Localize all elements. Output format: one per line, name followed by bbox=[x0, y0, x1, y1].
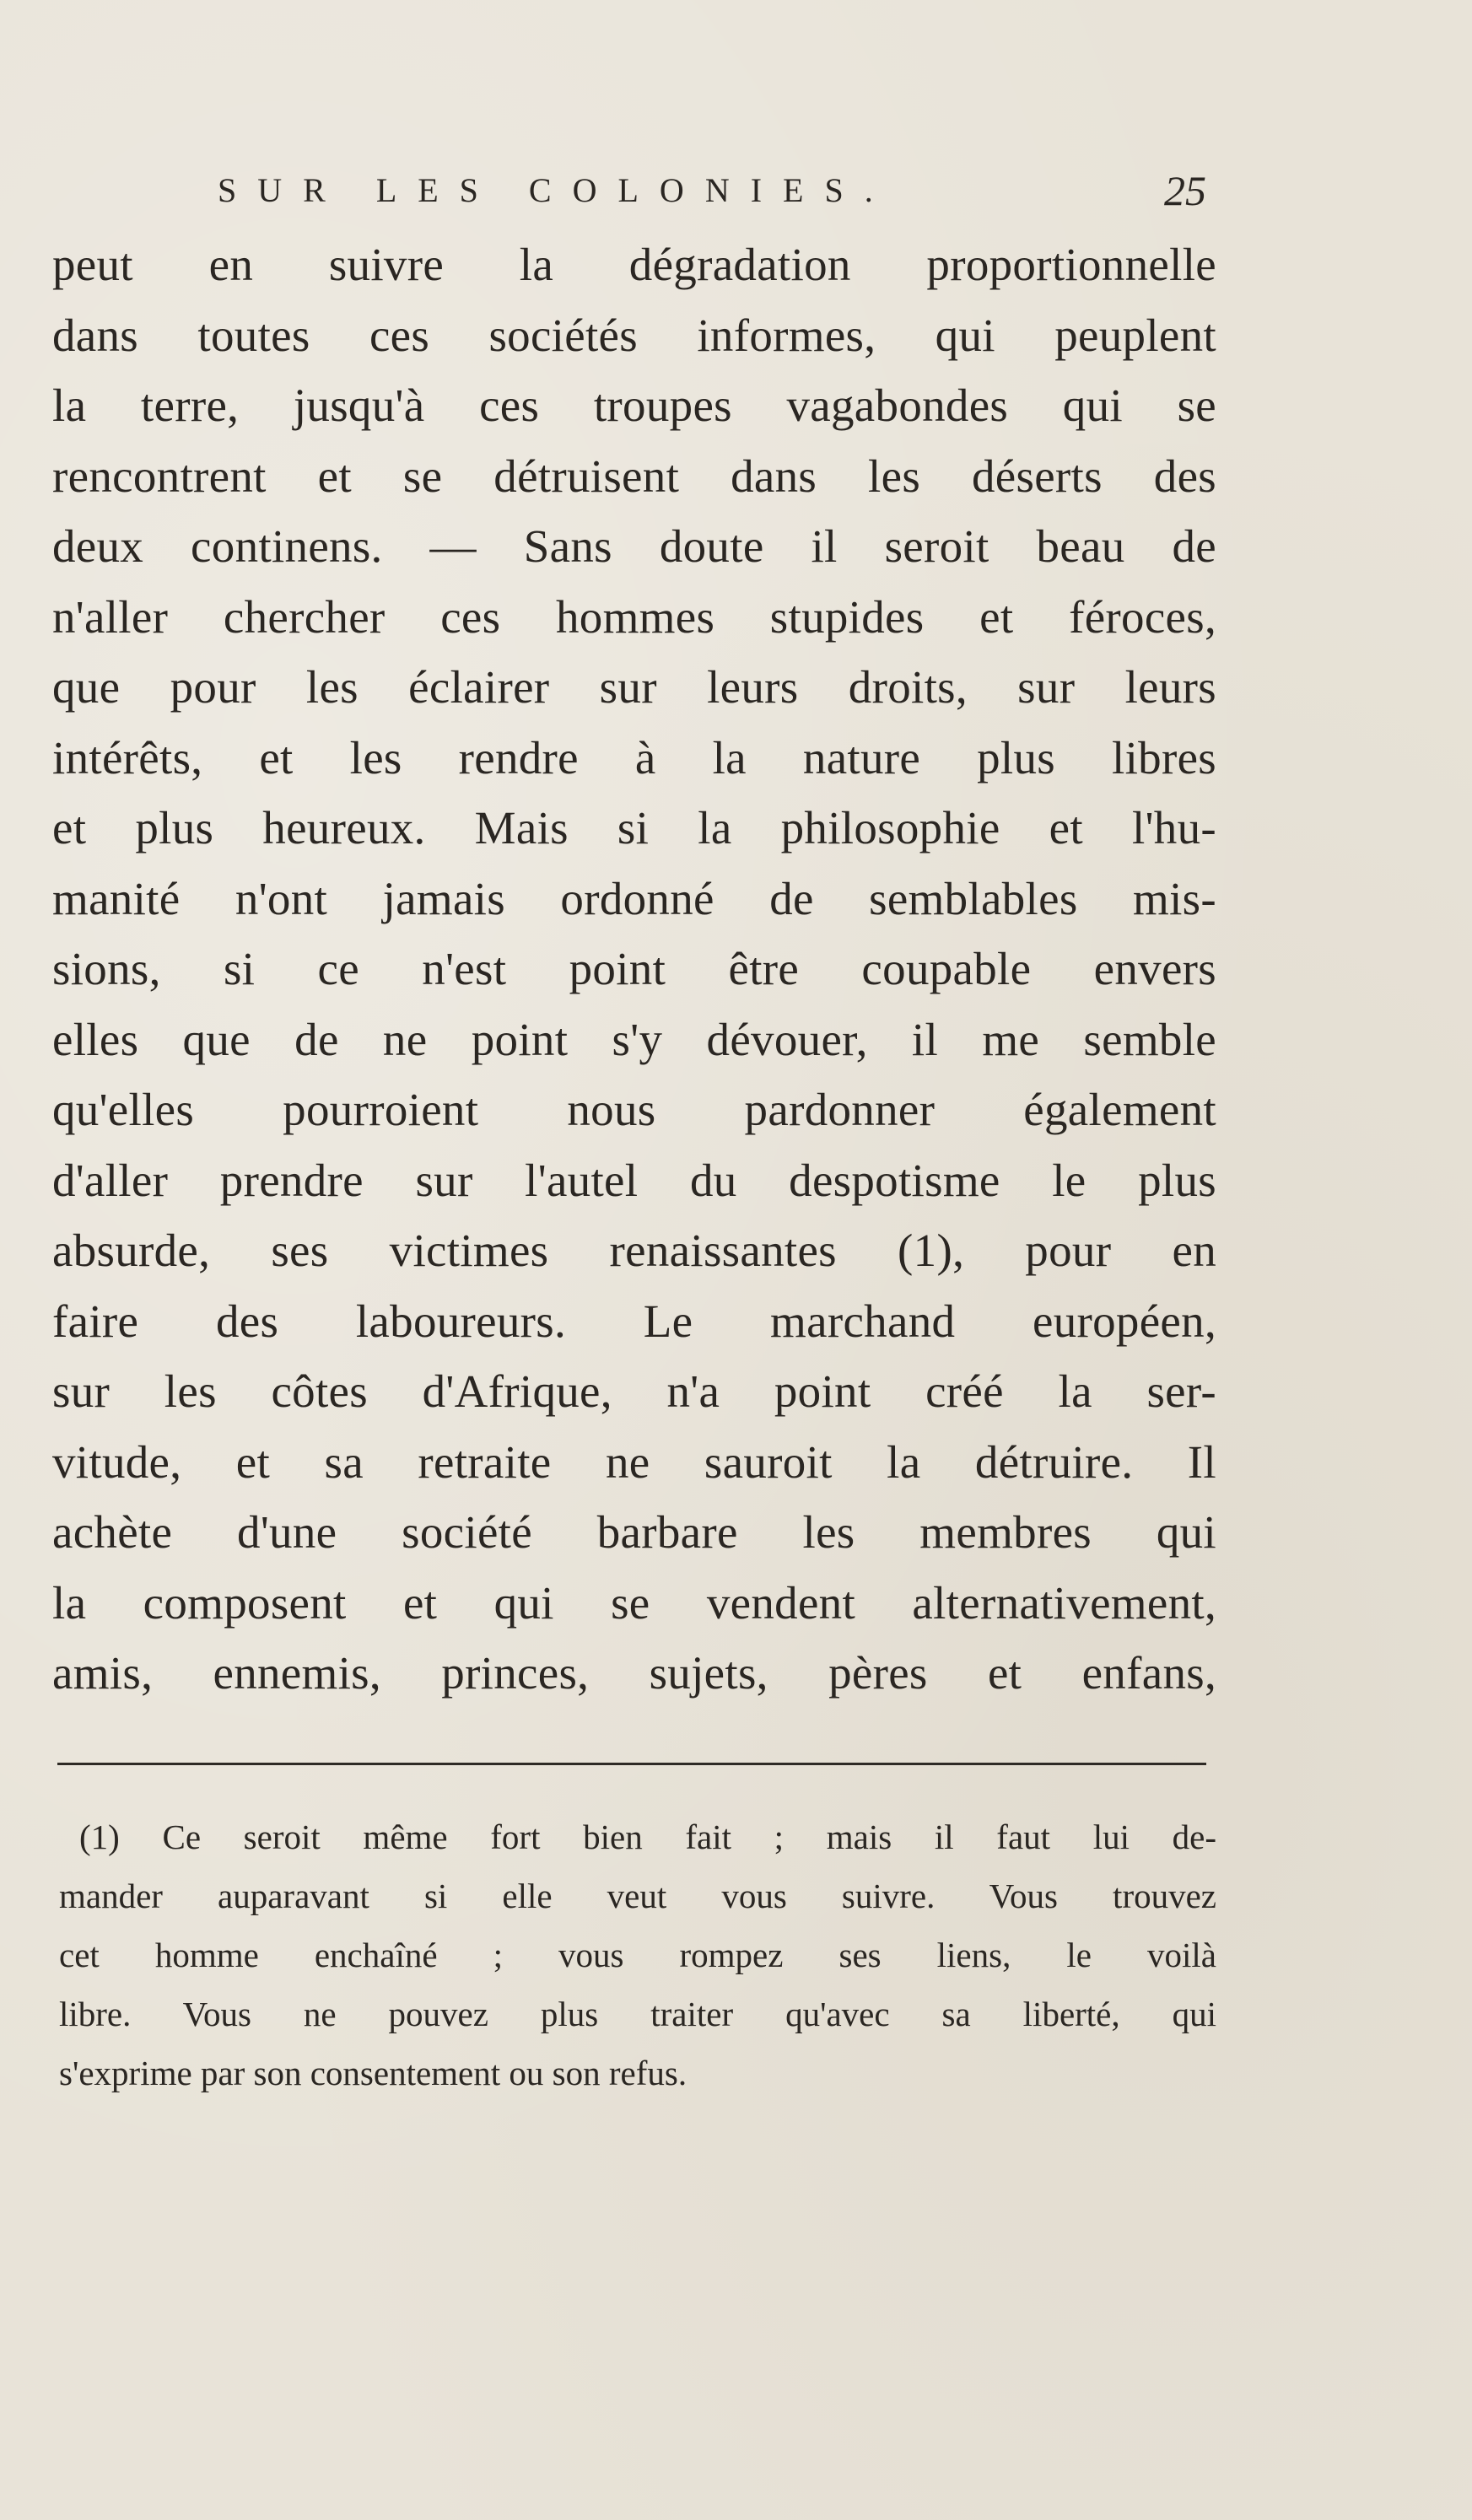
text-line: sions, si ce n'est point être coupable envers bbox=[52, 943, 1216, 994]
text-line: et plus heureux. Mais si la philosophie et l'hu- bbox=[52, 802, 1216, 853]
footnote-line: cet homme enchaîné ; vous rompez ses liens, le voilà bbox=[59, 1936, 1216, 1974]
text-line: manité n'ont jamais ordonné de semblables mis- bbox=[52, 872, 1216, 924]
text-line: intérêts, et les rendre à la nature plus libres bbox=[52, 731, 1216, 783]
running-head bbox=[211, 165, 1206, 216]
text-line: d'aller prendre sur l'autel du despotisme le plus bbox=[52, 1154, 1216, 1206]
footnote-rule bbox=[57, 1763, 1206, 1765]
text-line: amis, ennemis, princes, sujets, pères et enfans, bbox=[52, 1647, 1216, 1699]
body-text bbox=[52, 229, 1216, 1709]
page-number: 25 bbox=[1164, 167, 1206, 214]
text-line: n'aller chercher ces hommes stupides et féroces, bbox=[52, 590, 1216, 643]
footnote-line: mander auparavant si elle veut vous suivre. Vous trouvez bbox=[59, 1877, 1216, 1915]
text-line: dans toutes ces sociétés informes, qui peuplent bbox=[52, 309, 1216, 361]
text-line: la composent et qui se vendent alternativement, bbox=[52, 1576, 1216, 1629]
text-line: achète d'une société barbare les membres qui bbox=[52, 1506, 1216, 1558]
text-line: la terre, jusqu'à ces troupes vagabondes qui se bbox=[52, 380, 1216, 431]
footnote-line: libre. Vous ne pouvez plus traiter qu'avec sa liberté, qui bbox=[59, 1995, 1216, 2033]
text-line: que pour les éclairer sur leurs droits, sur leurs bbox=[52, 661, 1216, 713]
text-line: sur les côtes d'Afrique, n'a point créé la ser- bbox=[52, 1365, 1216, 1417]
text-line: faire des laboureurs. Le marchand européen, bbox=[52, 1295, 1216, 1347]
footnote-line: (1) Ce seroit même fort bien fait ; mais il faut lui de- bbox=[79, 1817, 1216, 1856]
text-line: peut en suivre la dégradation proportionnelle bbox=[52, 239, 1216, 290]
text-line: qu'elles pourroient nous pardonner également bbox=[52, 1084, 1216, 1135]
text-line: elles que de ne point s'y dévouer, il me semble bbox=[52, 1013, 1216, 1065]
text-line: vitude, et sa retraite ne sauroit la détruire. Il bbox=[52, 1435, 1216, 1488]
footnote bbox=[59, 1807, 1216, 2103]
text-line: deux continens. — Sans doute il seroit beau de bbox=[52, 520, 1216, 572]
footnote-line: s'exprime par son consentement ou son refus. bbox=[59, 2054, 687, 2092]
text-line: absurde, ses victimes renaissantes (1), pour en bbox=[52, 1225, 1216, 1276]
running-title: SUR LES COLONIES. bbox=[218, 171, 894, 209]
text-line: rencontrent et se détruisent dans les déserts des bbox=[52, 450, 1216, 502]
